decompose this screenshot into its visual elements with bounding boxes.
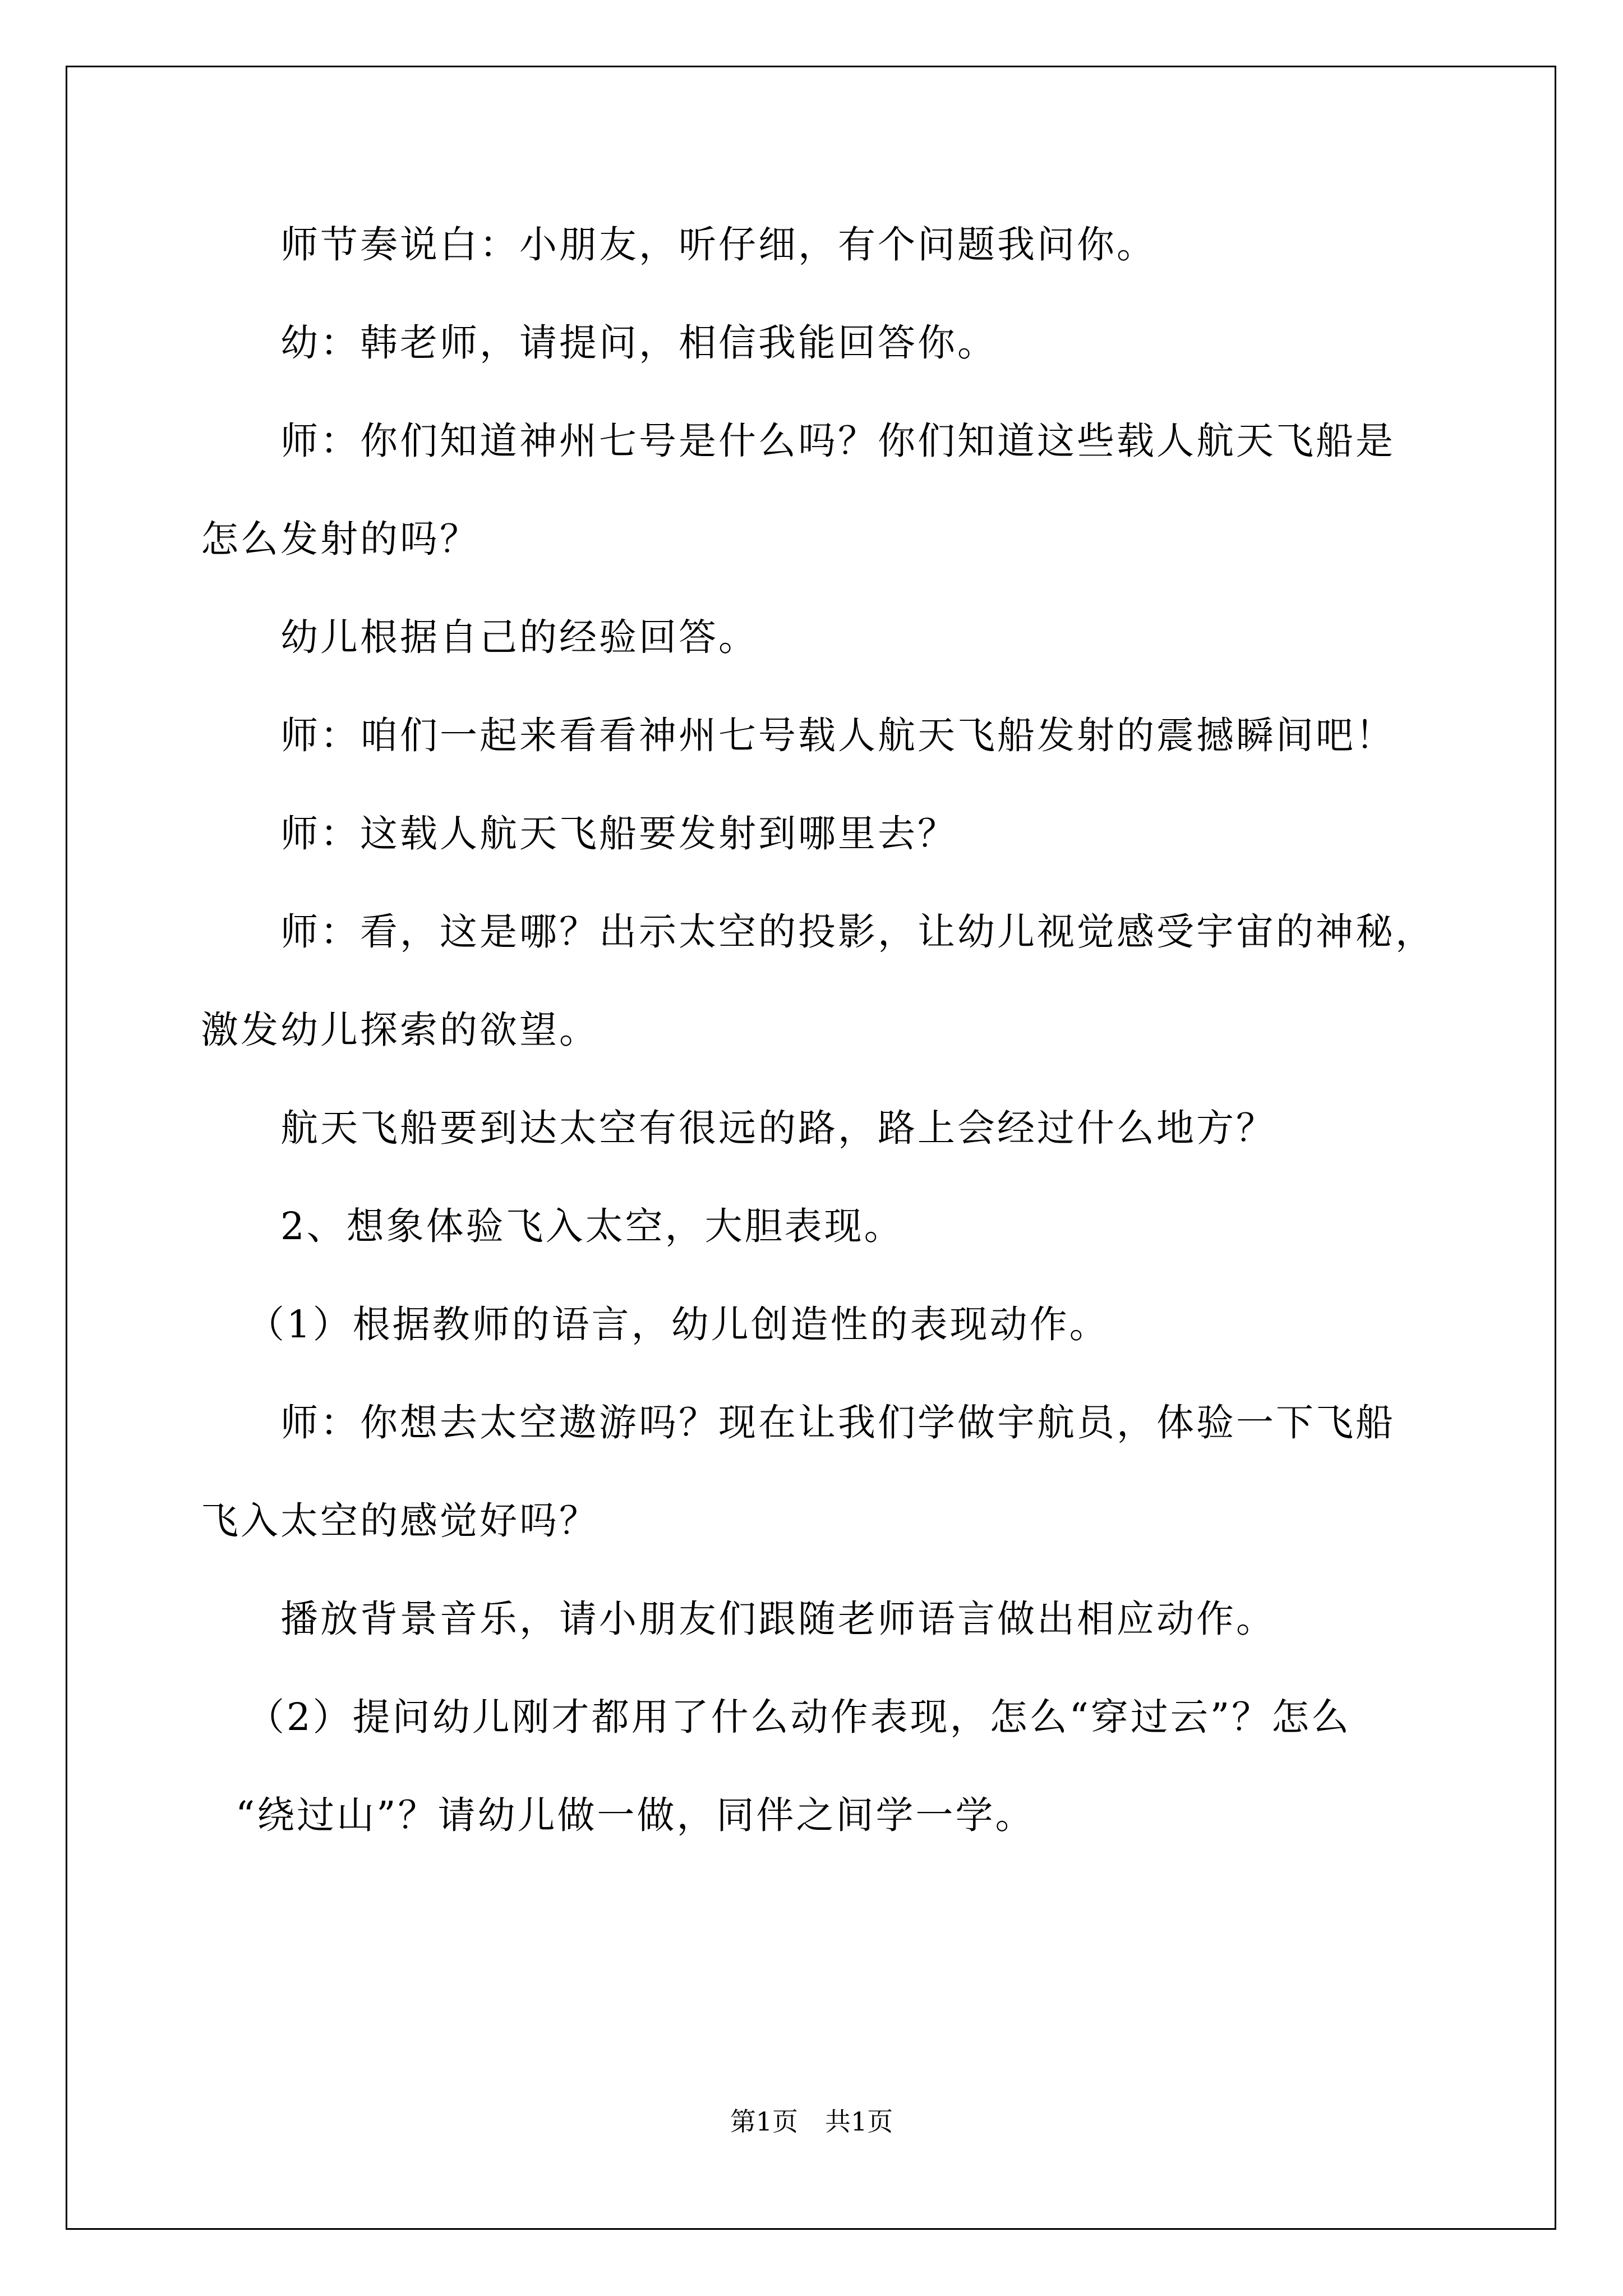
page-number-total: 共1页 xyxy=(825,2106,893,2137)
paragraph-6: 师：这载人航天飞船要发射到哪里去？ xyxy=(280,812,957,855)
paragraph-9: 2、想象体验飞入太空，大胆表现。 xyxy=(280,1204,904,1248)
paragraph-13-line-2: “绕过山”？请幼儿做一做，同伴之间学一学。 xyxy=(236,1793,1035,1837)
paragraph-3-line-1: 师：你们知道神州七号是什么吗？你们知道这些载人航天飞船是 xyxy=(280,419,1395,463)
paragraph-2: 幼：韩老师，请提问，相信我能回答你。 xyxy=(280,321,997,365)
paragraph-4: 幼儿根据自己的经验回答。 xyxy=(280,615,758,659)
paragraph-10: （1）根据教师的语言，幼儿创造性的表现动作。 xyxy=(247,1303,1109,1346)
paragraph-5: 师：咱们一起来看看神州七号载人航天飞船发射的震撼瞬间吧！ xyxy=(280,714,1395,757)
paragraph-11-line-1: 师：你想去太空遨游吗？现在让我们学做宇航员，体验一下飞船 xyxy=(280,1401,1395,1444)
paragraph-3-line-2: 怎么发射的吗？ xyxy=(201,517,479,561)
paragraph-12: 播放背景音乐，请小朋友们跟随老师语言做出相应动作。 xyxy=(280,1597,1276,1641)
paragraph-7-line-1: 师：看，这是哪？出示太空的投影，让幼儿视觉感受宇宙的神秘， xyxy=(280,910,1435,954)
paragraph-13-line-1: （2）提问幼儿刚才都用了什么动作表现，怎么“穿过云”？怎么 xyxy=(247,1695,1352,1739)
page-footer xyxy=(0,2106,1623,2137)
paragraph-8: 航天飞船要到达太空有很远的路，路上会经过什么地方？ xyxy=(280,1106,1276,1150)
paragraph-11-line-2: 飞入太空的感觉好吗？ xyxy=(201,1499,599,1543)
page-number-current: 第1页 xyxy=(730,2106,798,2137)
paragraph-7-line-2: 激发幼儿探索的欲望。 xyxy=(201,1008,599,1052)
paragraph-1: 师节奏说白：小朋友，听仔细，有个问题我问你。 xyxy=(280,223,1156,266)
